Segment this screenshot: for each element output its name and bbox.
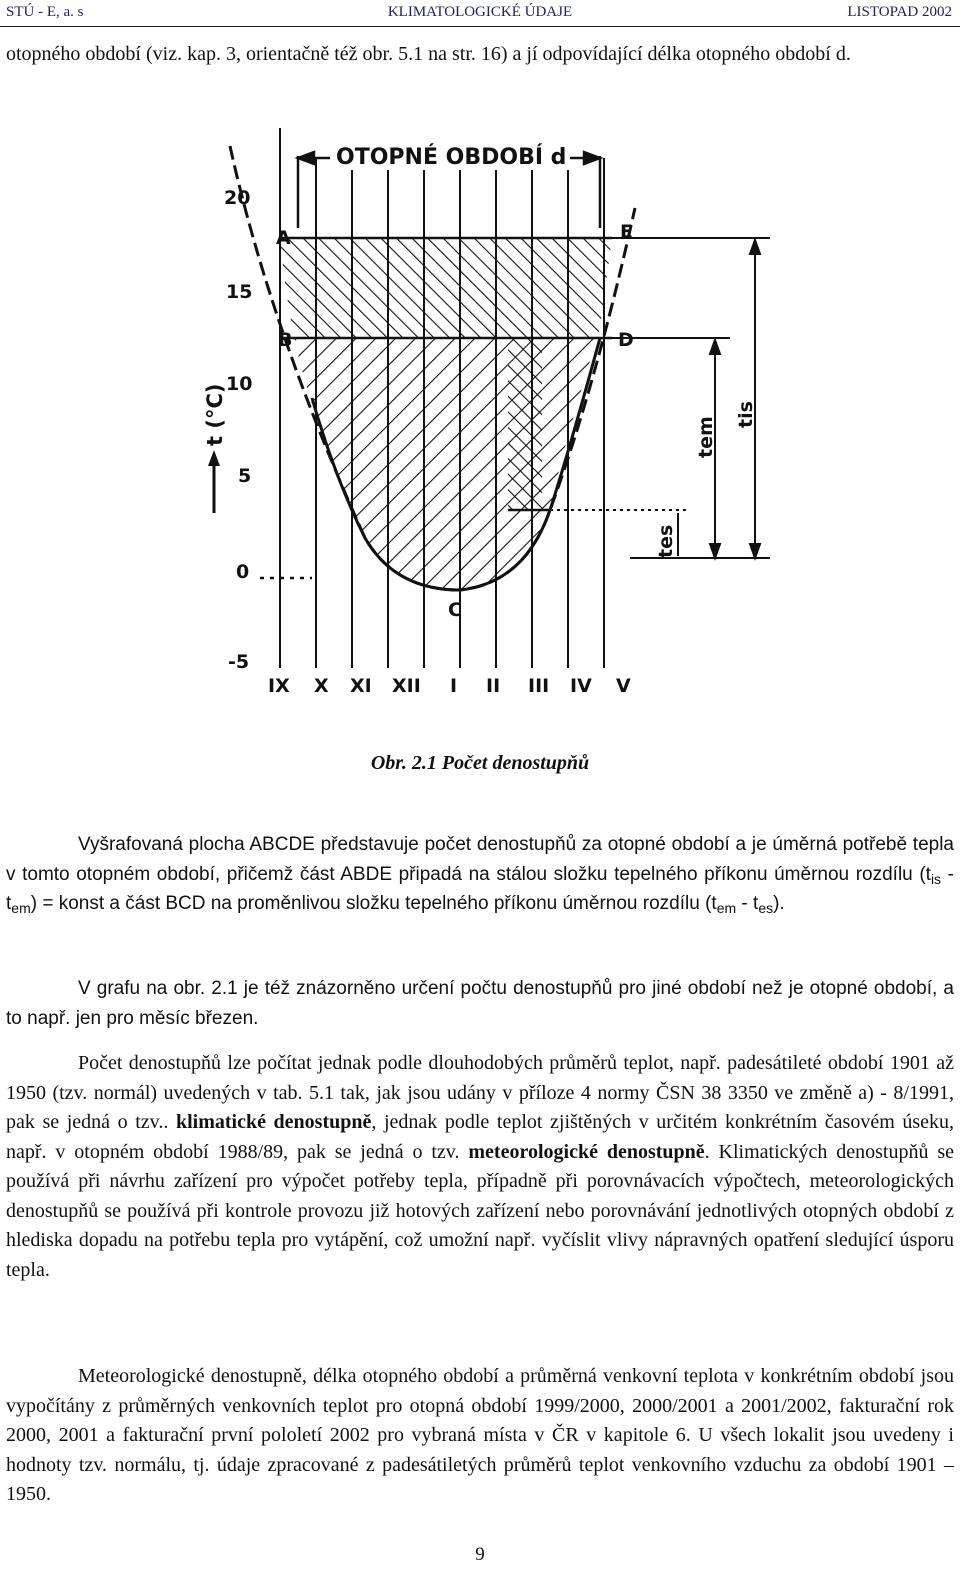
header-center: KLIMATOLOGICKÉ ÚDAJE: [387, 4, 573, 20]
month-label: V: [616, 675, 631, 697]
page-header: [0, 0, 960, 27]
point-b: B: [278, 329, 293, 351]
figure-caption: Obr. 2.1 Počet denostupňů: [370, 752, 590, 774]
header-right: LISTOPAD 2002: [847, 4, 952, 20]
month-labels: [268, 675, 631, 697]
term-meteorologicke: meteorologické denostupně: [468, 1140, 705, 1163]
month-label: I: [450, 675, 458, 697]
paragraph-1: Vyšrafovaná plocha ABCDE představuje počet denostupňů za otopné období a je úměrná potřebě tepla v tomto otopném období, přičemž část ABDE připadá na stálou složku tepelného příkonu úměrnou rozdílu $(t_{is} - t_{em})$ = konst a část BCD na proměnlivou složku tepelného příkonu úměrnou rozdílu $(t_{em} - t_{es})$.: [6, 834, 954, 916]
month-label: III: [528, 675, 550, 697]
month-label: XII: [392, 675, 421, 697]
month-label: IX: [268, 675, 290, 697]
degree-days-figure: [130, 128, 780, 748]
point-a: A: [276, 227, 291, 249]
paragraph-3: Počet denostupňů lze počítat jednak podle dlouhodobých průměrů teplot, např. padesátileté období 1901 až 1950 (tzv. normál) uvedených v tab. 5.1 tak, jak jsou udány v příloze 4 normy ČSN 38 3350 ve změně a) - 8/1991, pak se jedná o tzv.. klimatické denostupně, jednak podle teplot zjištěných v určitém konkrétním časovém úseku, např. v otopném období 1988/89, pak se jedná o tzv. meteorologické denostupně. Klimatických denostupňů se používá při návrhu zařízení pro výpočet potřeby tepla, případně při porovnávacích výpočtech, meteorologických denostupňů se používá při kontrole provozu již hotových zařízení nebo porovnávání jednotlivých otopných období z hlediska dopadu na potřebu tepla pro vytápění, což umožní např. vyčíslit vlivy nápravných opatření sledující úsporu tepla.: [6, 1052, 955, 1281]
intro-paragraph: otopného období (viz. kap. 3, orientačně též obr. 5.1 na str. 16) a jí odpovídající délka otopného období d.: [6, 43, 851, 65]
paragraph-2: V grafu na obr. 2.1 je též znázorněno určení počtu denostupňů pro jiné období než je otopné období, a to např. jen pro měsíc březen.: [6, 978, 954, 1029]
point-c: C: [448, 599, 462, 621]
title-label: OTOPNÉ OBDOBÍ d: [336, 145, 567, 170]
y-tick-5: 5: [238, 465, 252, 487]
dim-tis: tis: [735, 401, 757, 428]
dim-tes: tes: [655, 524, 677, 558]
point-e: E: [620, 221, 633, 243]
paragraph-4: Meteorologické denostupně, délka otopného období a průměrná venkovní teplota v konkrétním období jsou vypočítány z průměrných venkovních teplot pro otopná období 1999/2000, 2000/2001 a 2001/2002, fakturační rok 2000, 2001 a fakturační první pololetí 2002 pro vybraná místa v ČR v kapitole 6. U všech lokalit jsou uvedeny i hodnoty tzv. normálu, tj. údaje zpracované z padesátiletých průměrů teplot venkovního vzduchu za období 1901 – 1950.: [6, 1365, 954, 1505]
month-label: XI: [350, 675, 372, 697]
y-tick-20: 20: [224, 187, 251, 209]
point-d: D: [618, 329, 634, 351]
degree-days-diagram: [130, 128, 780, 748]
y-tick-0: 0: [236, 561, 250, 583]
month-label: X: [314, 675, 329, 697]
month-label: IV: [570, 675, 592, 697]
month-label: II: [486, 675, 501, 697]
y-axis: [203, 187, 252, 673]
y-tick-minus-5: -5: [228, 651, 250, 673]
y-axis-label: t (°C): [203, 383, 227, 446]
dim-tem: tem: [695, 416, 717, 458]
term-klimaticke: klimatické denostupně: [175, 1111, 372, 1133]
page-number: 9: [475, 1544, 485, 1565]
header-left: STÚ - E, a. s: [6, 4, 84, 20]
y-tick-10: 10: [226, 373, 253, 395]
y-tick-15: 15: [226, 281, 253, 303]
